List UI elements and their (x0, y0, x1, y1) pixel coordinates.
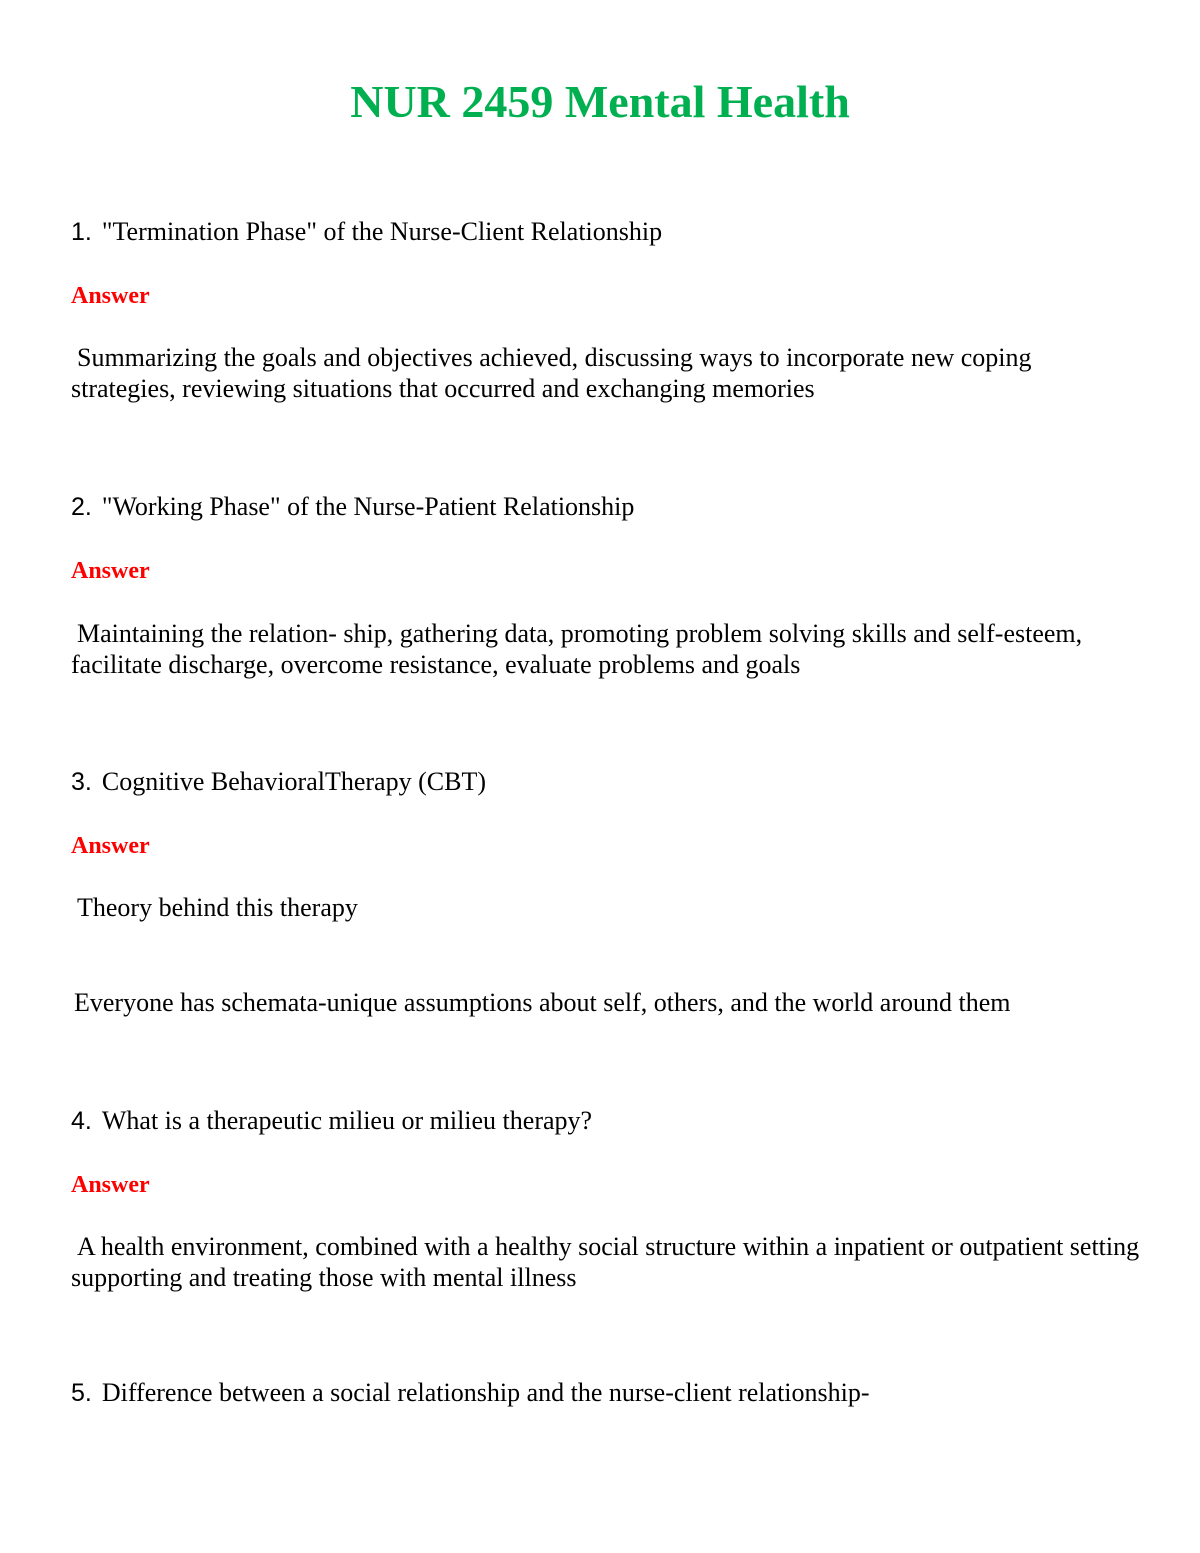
answer-extra-3: Everyone has schemata-unique assumptions about self, others, and the world around them (74, 988, 1011, 1017)
question-text: "Termination Phase" of the Nurse-Client Relationship (101, 217, 663, 246)
question-number: 5. (71, 1379, 92, 1407)
question-number: 2. (71, 493, 92, 521)
question-5 (71, 1377, 870, 1409)
answer-text-2: Maintaining the relation- ship, gathering data, promoting problem solving skills and self-esteem, facilitate discharge, overcome resistance, evaluate problems and goals (71, 619, 1083, 679)
answer-label-3: Answer (71, 833, 150, 859)
answer-label-1: Answer (71, 283, 150, 309)
document-title: NUR 2459 Mental Health (350, 76, 850, 127)
answer-text-3: Theory behind this therapy (77, 893, 358, 922)
question-text: "Working Phase" of the Nurse-Patient Relationship (101, 492, 635, 521)
question-4 (71, 1105, 592, 1137)
question-1 (71, 216, 662, 248)
answer-label-2: Answer (71, 558, 150, 584)
question-number: 4. (71, 1107, 92, 1135)
question-number: 3. (71, 768, 92, 796)
question-2 (71, 491, 634, 523)
question-text: Difference between a social relationship and the nurse-client relationship- (101, 1378, 870, 1407)
question-3 (71, 766, 486, 798)
question-text: What is a therapeutic milieu or milieu therapy? (101, 1106, 593, 1135)
answer-text-1: Summarizing the goals and objectives achieved, discussing ways to incorporate new coping strategies, reviewing situations that occurred and exchanging memories (71, 343, 1032, 403)
question-text: Cognitive BehavioralTherapy (CBT) (101, 767, 486, 796)
answer-text-4: A health environment, combined with a healthy social structure within a inpatient or outpatient setting supporting and treating those with mental illness (71, 1232, 1140, 1292)
question-number: 1. (71, 218, 92, 246)
answer-label-4: Answer (71, 1172, 150, 1198)
